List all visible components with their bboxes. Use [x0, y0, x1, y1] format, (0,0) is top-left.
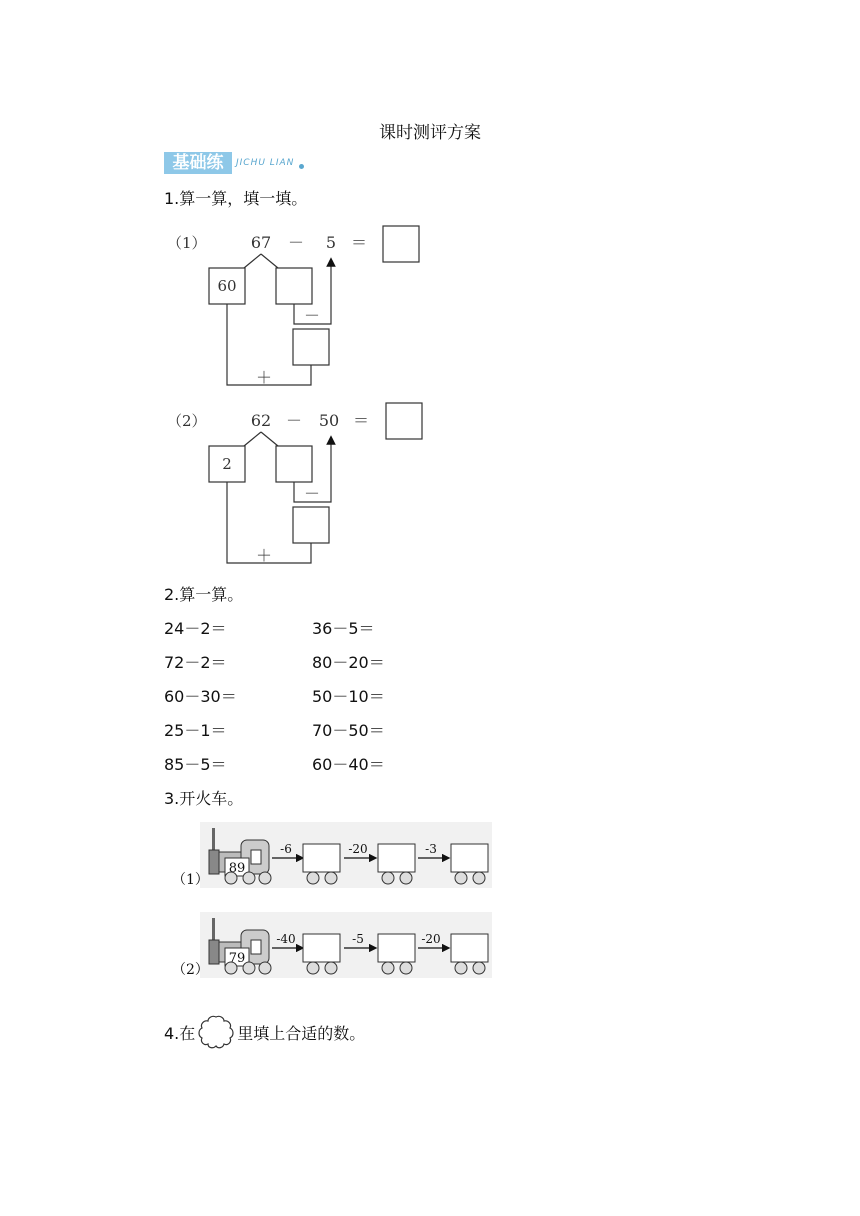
cloud-icon: [197, 1014, 235, 1050]
q1-part1-diff-box[interactable]: [293, 329, 329, 365]
q1-part1-op: －: [287, 233, 305, 252]
q1-part2-op: －: [285, 411, 303, 430]
q4-heading-prefix: 4.在: [164, 1023, 196, 1043]
q1-part1-split-value: 60: [217, 277, 237, 295]
q1-part2-minuend: 62: [250, 411, 272, 430]
q2-problem: 60－30＝: [164, 687, 237, 706]
q2-problem: 50－10＝: [312, 687, 385, 706]
q1-part1-subtrahend: 5: [325, 233, 337, 252]
q2-problem: 85－5＝: [164, 755, 227, 774]
q1-part2-diff-box[interactable]: [293, 507, 329, 543]
q1-part1-minuend: 67: [250, 233, 272, 252]
q1-part2-minus-sign: －: [303, 484, 321, 503]
q1-part2-split-lines: [244, 432, 278, 446]
train2-car-box[interactable]: [378, 934, 415, 962]
section-badge-pinyin: JICHU LIAN: [236, 158, 295, 168]
q1-part1-answer-box[interactable]: [383, 226, 419, 262]
section-badge-label: 基础练: [164, 152, 232, 174]
train1-step: -3: [425, 842, 437, 856]
q1-heading: 1.算一算，填一填。: [164, 189, 308, 208]
train2-car-box[interactable]: [451, 934, 488, 962]
q1-part1-split-box-right[interactable]: [276, 268, 312, 304]
q1-part2-split-box-right[interactable]: [276, 446, 312, 482]
q1-part2-label: （2）: [167, 412, 207, 430]
q3-trains: [160, 818, 500, 988]
q1-part2-eq: ＝: [352, 411, 370, 430]
train1-car-box[interactable]: [451, 844, 488, 872]
train1-step: -6: [280, 842, 292, 856]
q2-problem: 60－40＝: [312, 755, 385, 774]
train1-label: （1）: [172, 872, 209, 888]
q2-problem: 72－2＝: [164, 653, 227, 672]
train2-step: -20: [421, 932, 441, 946]
q4-heading: [164, 1014, 365, 1050]
q1-part1: [167, 226, 419, 387]
q3-heading: 3.开火车。: [164, 789, 244, 808]
q2-heading: 2.算一算。: [164, 585, 244, 604]
q2-problem: 70－50＝: [312, 721, 385, 740]
q4-heading-suffix: 里填上合适的数。: [237, 1023, 366, 1043]
q1-part2-split-value: 2: [222, 455, 232, 473]
q2-problem: 25－1＝: [164, 721, 227, 740]
q1-part2-plus-sign: ＋: [255, 546, 273, 565]
train1-step: -20: [348, 842, 368, 856]
q1-part1-eq: ＝: [350, 233, 368, 252]
q2-problem: 24－2＝: [164, 619, 227, 638]
train2-start-value: 79: [228, 951, 246, 966]
q1-part1-split-lines: [244, 254, 278, 268]
train2-step: -5: [352, 932, 364, 946]
q1-part2: [167, 403, 422, 565]
train2-label: （2）: [172, 962, 209, 978]
train1-car-box[interactable]: [303, 844, 340, 872]
train1-start-value: 89: [228, 861, 246, 876]
q1-part2-subtrahend: 50: [318, 411, 340, 430]
q1-part1-minus-sign: －: [303, 306, 321, 325]
train1-car-box[interactable]: [378, 844, 415, 872]
q1-part1-plus-sign: ＋: [255, 368, 273, 387]
q2-problem: 80－20＝: [312, 653, 385, 672]
q2-problem: 36－5＝: [312, 619, 375, 638]
train2-step: -40: [276, 932, 296, 946]
q1-part1-label: （1）: [167, 234, 207, 252]
train2-car-box[interactable]: [303, 934, 340, 962]
page-title: 课时测评方案: [379, 123, 481, 143]
q1-part2-answer-box[interactable]: [386, 403, 422, 439]
